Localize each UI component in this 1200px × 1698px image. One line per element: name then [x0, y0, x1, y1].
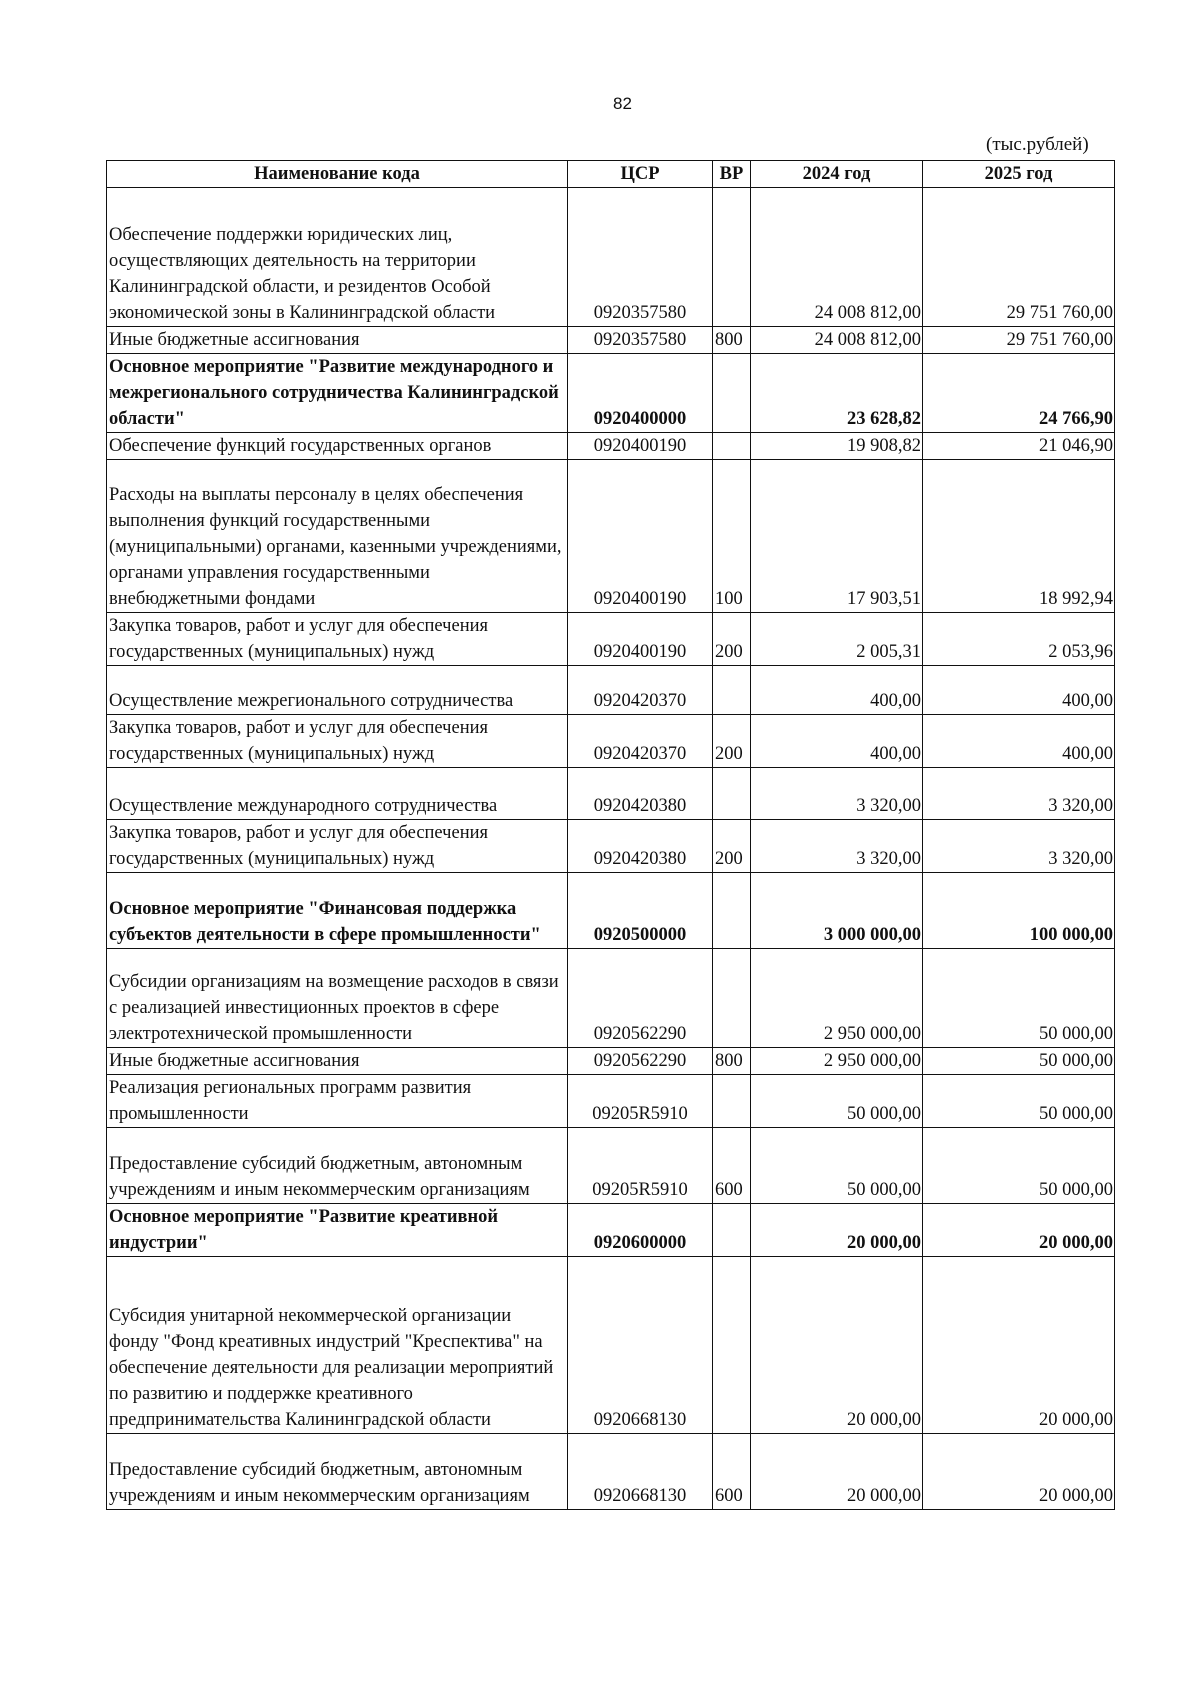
row-vr-cell: 200 [713, 613, 751, 666]
row-2024-cell: 20 000,00 [751, 1434, 923, 1510]
row-2024-cell: 2 005,31 [751, 613, 923, 666]
row-name-cell: Закупка товаров, работ и услуг для обеспечения государственных (муниципальных) нужд [107, 820, 568, 873]
row-name-cell: Основное мероприятие "Финансовая поддержка субъектов деятельности в сфере промышленности" [107, 873, 568, 949]
row-2024-cell: 3 320,00 [751, 768, 923, 820]
table-row [107, 873, 1115, 949]
table-row [107, 1204, 1115, 1257]
table-header-row [107, 161, 1115, 188]
row-2024-cell: 20 000,00 [751, 1257, 923, 1434]
row-csr-cell: 0920420370 [568, 666, 713, 715]
row-csr-cell: 0920400000 [568, 354, 713, 433]
row-name-cell: Основное мероприятие "Развитие международного и межрегионального сотрудничества Калининградской области" [107, 354, 568, 433]
row-2024-cell: 19 908,82 [751, 433, 923, 460]
table-row [107, 354, 1115, 433]
budget-table [106, 160, 1115, 1510]
table-row [107, 768, 1115, 820]
row-2024-cell: 400,00 [751, 666, 923, 715]
row-name-cell: Расходы на выплаты персоналу в целях обеспечения выполнения функций государственными (муниципальными) органами, казенными учреждениями, органами управления государственными внебюджетными фондами [107, 460, 568, 613]
row-name-cell: Субсидия унитарной некоммерческой организации фонду "Фонд креативных индустрий "Креспектива" на обеспечение деятельности для реализации мероприятий по развитию и поддержке креативного предпринимательства Калининградской области [107, 1257, 568, 1434]
row-2025-cell: 50 000,00 [923, 949, 1115, 1048]
row-csr-cell: 0920420380 [568, 768, 713, 820]
row-2024-cell: 400,00 [751, 715, 923, 768]
row-name-cell: Закупка товаров, работ и услуг для обеспечения государственных (муниципальных) нужд [107, 613, 568, 666]
row-name-cell: Субсидии организациям на возмещение расходов в связи с реализацией инвестиционных проектов в сфере электротехнической промышленности [107, 949, 568, 1048]
row-2025-cell: 50 000,00 [923, 1075, 1115, 1128]
header-2024: 2024 год [751, 161, 923, 188]
row-vr-cell: 600 [713, 1128, 751, 1204]
table-row [107, 715, 1115, 768]
row-vr-cell: 200 [713, 820, 751, 873]
table-row [107, 820, 1115, 873]
row-csr-cell: 0920420370 [568, 715, 713, 768]
row-2025-cell: 21 046,90 [923, 433, 1115, 460]
row-vr-cell [713, 949, 751, 1048]
row-2025-cell: 24 766,90 [923, 354, 1115, 433]
row-2025-cell: 2 053,96 [923, 613, 1115, 666]
row-2025-cell: 20 000,00 [923, 1434, 1115, 1510]
row-vr-cell [713, 1075, 751, 1128]
header-vr: ВР [713, 161, 751, 188]
row-vr-cell: 800 [713, 1048, 751, 1075]
row-name-cell: Иные бюджетные ассигнования [107, 327, 568, 354]
row-2025-cell: 29 751 760,00 [923, 327, 1115, 354]
row-vr-cell: 100 [713, 460, 751, 613]
row-2024-cell: 23 628,82 [751, 354, 923, 433]
table-row [107, 460, 1115, 613]
row-name-cell: Закупка товаров, работ и услуг для обеспечения государственных (муниципальных) нужд [107, 715, 568, 768]
header-csr: ЦСР [568, 161, 713, 188]
row-2024-cell: 17 903,51 [751, 460, 923, 613]
table-row [107, 1128, 1115, 1204]
row-vr-cell [713, 188, 751, 327]
row-csr-cell: 0920400190 [568, 460, 713, 613]
row-2024-cell: 50 000,00 [751, 1075, 923, 1128]
row-2025-cell: 29 751 760,00 [923, 188, 1115, 327]
row-csr-cell: 0920500000 [568, 873, 713, 949]
table-row [107, 613, 1115, 666]
row-vr-cell [713, 873, 751, 949]
row-2025-cell: 50 000,00 [923, 1048, 1115, 1075]
row-vr-cell [713, 666, 751, 715]
row-2024-cell: 3 000 000,00 [751, 873, 923, 949]
row-csr-cell: 0920400190 [568, 433, 713, 460]
table-row [107, 1257, 1115, 1434]
row-csr-cell: 0920668130 [568, 1434, 713, 1510]
row-2025-cell: 20 000,00 [923, 1204, 1115, 1257]
row-2025-cell: 18 992,94 [923, 460, 1115, 613]
table-row [107, 1434, 1115, 1510]
table-body [107, 188, 1115, 1510]
row-2024-cell: 50 000,00 [751, 1128, 923, 1204]
row-name-cell: Осуществление международного сотрудничества [107, 768, 568, 820]
row-2025-cell: 20 000,00 [923, 1257, 1115, 1434]
row-2024-cell: 2 950 000,00 [751, 1048, 923, 1075]
row-vr-cell [713, 433, 751, 460]
row-vr-cell [713, 1257, 751, 1434]
row-csr-cell: 0920562290 [568, 1048, 713, 1075]
table-row [107, 666, 1115, 715]
row-vr-cell [713, 768, 751, 820]
row-vr-cell: 800 [713, 327, 751, 354]
row-2025-cell: 50 000,00 [923, 1128, 1115, 1204]
row-2025-cell: 3 320,00 [923, 768, 1115, 820]
row-2024-cell: 24 008 812,00 [751, 327, 923, 354]
row-2024-cell: 2 950 000,00 [751, 949, 923, 1048]
header-2025: 2025 год [923, 161, 1115, 188]
table-row [107, 1048, 1115, 1075]
units-label: (тыс.рублей) [986, 134, 1089, 155]
row-csr-cell: 0920357580 [568, 327, 713, 354]
table-row [107, 1075, 1115, 1128]
table-row [107, 949, 1115, 1048]
row-vr-cell [713, 1204, 751, 1257]
row-2025-cell: 3 320,00 [923, 820, 1115, 873]
row-2025-cell: 400,00 [923, 715, 1115, 768]
table-row [107, 188, 1115, 327]
row-csr-cell: 09205R5910 [568, 1075, 713, 1128]
row-csr-cell: 0920420380 [568, 820, 713, 873]
row-csr-cell: 0920400190 [568, 613, 713, 666]
page-number: 82 [613, 94, 632, 113]
header-name: Наименование кода [107, 161, 568, 188]
row-vr-cell: 200 [713, 715, 751, 768]
row-2024-cell: 20 000,00 [751, 1204, 923, 1257]
row-csr-cell: 0920357580 [568, 188, 713, 327]
row-name-cell: Основное мероприятие "Развитие креативной индустрии" [107, 1204, 568, 1257]
row-name-cell: Обеспечение функций государственных органов [107, 433, 568, 460]
row-2024-cell: 3 320,00 [751, 820, 923, 873]
row-csr-cell: 09205R5910 [568, 1128, 713, 1204]
row-2024-cell: 24 008 812,00 [751, 188, 923, 327]
row-csr-cell: 0920600000 [568, 1204, 713, 1257]
row-name-cell: Реализация региональных программ развития промышленности [107, 1075, 568, 1128]
row-2025-cell: 400,00 [923, 666, 1115, 715]
row-name-cell: Предоставление субсидий бюджетным, автономным учреждениям и иным некоммерческим организациям [107, 1128, 568, 1204]
row-name-cell: Обеспечение поддержки юридических лиц, осуществляющих деятельность на территории Калининградской области, и резидентов Особой экономической зоны в Калининградской области [107, 188, 568, 327]
row-csr-cell: 0920562290 [568, 949, 713, 1048]
row-csr-cell: 0920668130 [568, 1257, 713, 1434]
row-vr-cell: 600 [713, 1434, 751, 1510]
row-name-cell: Предоставление субсидий бюджетным, автономным учреждениям и иным некоммерческим организациям [107, 1434, 568, 1510]
row-name-cell: Осуществление межрегионального сотрудничества [107, 666, 568, 715]
row-name-cell: Иные бюджетные ассигнования [107, 1048, 568, 1075]
row-2025-cell: 100 000,00 [923, 873, 1115, 949]
table-row [107, 433, 1115, 460]
row-vr-cell [713, 354, 751, 433]
table-row [107, 327, 1115, 354]
